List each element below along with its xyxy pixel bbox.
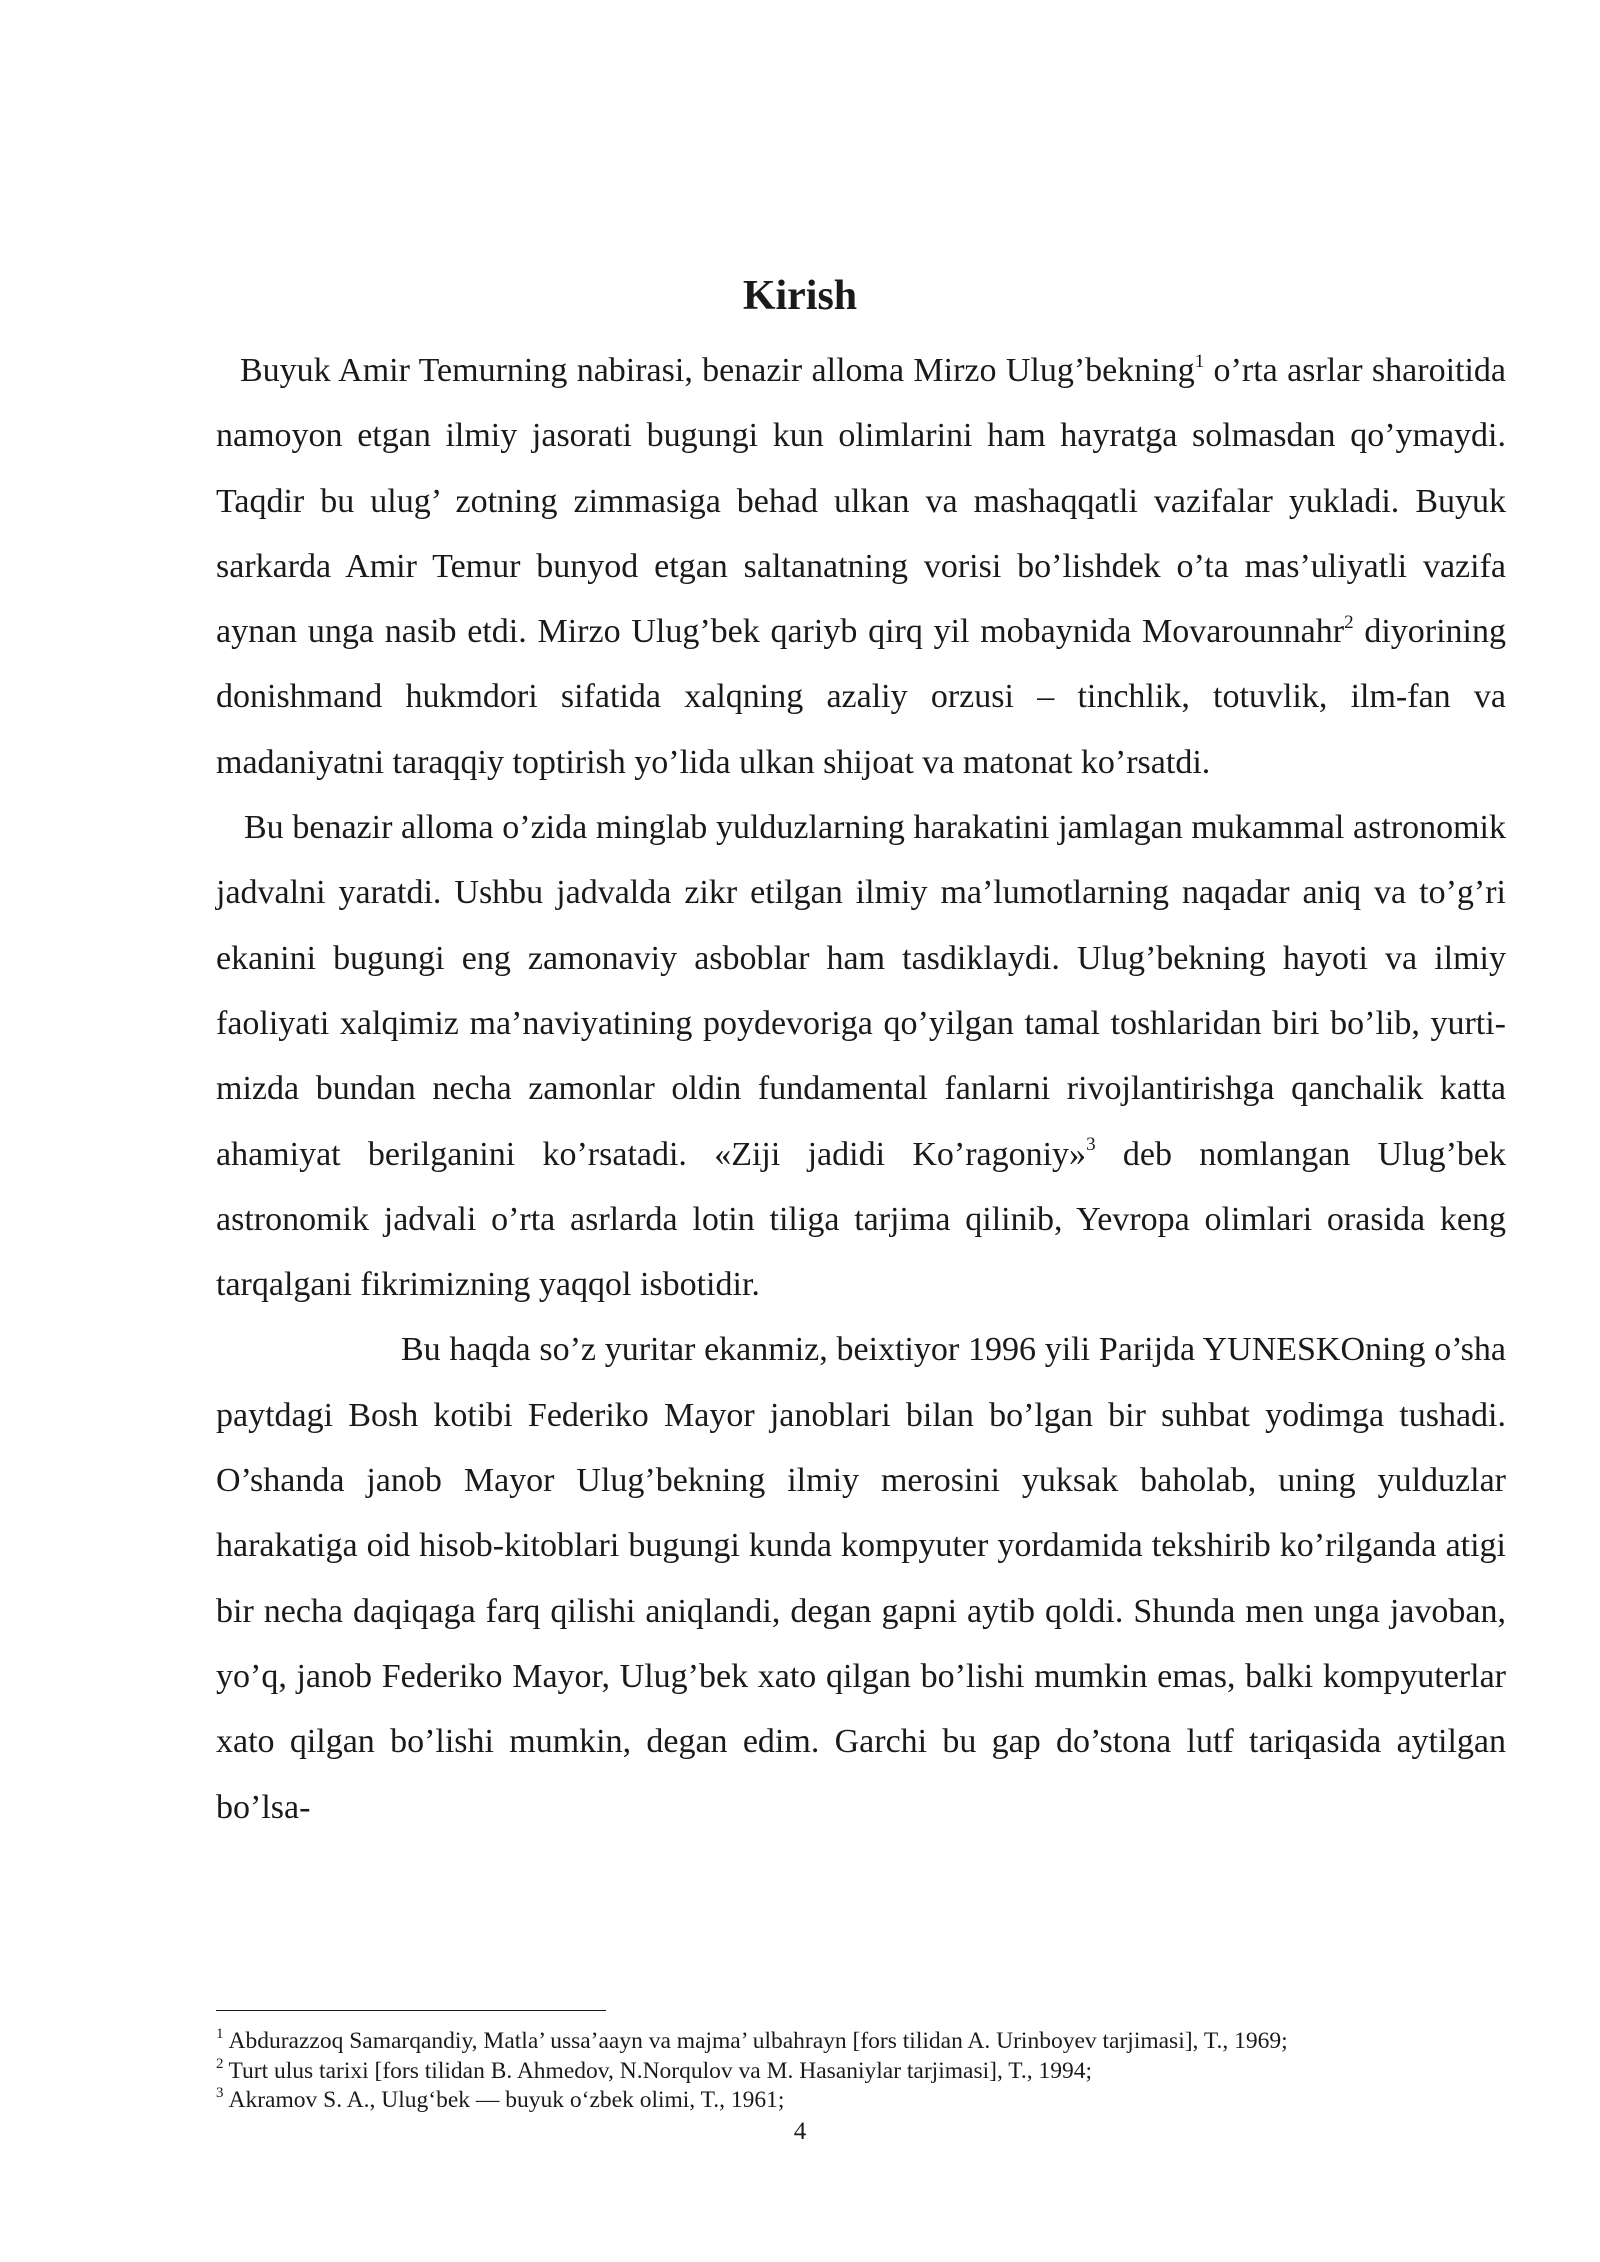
paragraph-3 xyxy=(216,1317,1506,1839)
footnote-ref-3[interactable]: 3 xyxy=(1086,1134,1096,1156)
footnote-number: 1 xyxy=(216,2026,224,2043)
paragraph-3-text: Bu haqda so’z yuritar ekanmiz, beixtiyor 1996 yili Parijda YUNESKOning o’sha paytdagi Bosh kotibi Federiko Mayor janoblari bilan bo’lgan bir suhbat yodimga tushadi. O’shanda janob Mayor Ulug’bekning ilmiy merosini yuksak baholab, uning yulduzlar harakatiga oid hisob-kitoblari bugungi kunda kompyuter yordamida tekshirib ko’rilganda atigi bir necha daqiqaga farq qilishi aniqlandi, degan gapni aytib qoldi. Shunda men unga javoban, yo’q, janob Federiko Mayor, Ulug’bek xato qilgan bo’lishi mumkin emas, balki kompyuterlar xato qilgan bo’lishi mumkin, degan edim. Garchi bu gap do’stona lutf tariqasida aytilgan bo’lsa- xyxy=(216,1331,1506,1826)
paragraph-2-text-a: Bu benazir alloma o’zida minglab yulduzlarning harakatini jamlagan mukammal astronomik jadvalni yaratdi. Ushbu jadvalda zikr etilgan ilmiy ma’lumotlarning naqadar aniq va to’g’ri ekanini bugungi eng zamonaviy asboblar ham tasdiklaydi. Ulug’bekning hayoti va ilmiy faoliyati xalqimiz ma’naviyatining poydevoriga qo’yilgan tamal toshlaridan biri bo’lib, yurti-mizda bundan necha zamonlar oldin fundamental fanlarni rivojlantirishga qanchalik katta ahamiyat berilganini ko’rsatadi. «Ziji jadidi Ko’ragoniy» xyxy=(216,809,1506,1173)
footnote-number: 3 xyxy=(216,2085,224,2102)
footnote-text: Turt ulus tarixi [fors tilidan B. Ahmedov, N.Norqulov va M. Hasaniylar tarjimasi], T., 1994; xyxy=(228,2057,1093,2084)
footnote-3 xyxy=(216,2086,1506,2116)
footnote-number: 2 xyxy=(216,2055,224,2072)
footnote-ref-2[interactable]: 2 xyxy=(1344,611,1354,633)
footnote-text: Akramov S. A., Ulug‘bek — buyuk o‘zbek olimi, T., 1961; xyxy=(228,2087,785,2113)
paragraph-1-text-a: Buyuk Amir Temurning nabirasi, benazir alloma Mirzo Ulug’bekning xyxy=(240,352,1195,389)
footnote-separator xyxy=(216,2010,606,2011)
paragraph-1-text-b: o’rta asrlar sharoitida namoyon etgan ilmiy jasorati bugungi kun olimlarini ham hayratga solmasdan qo’ymaydi. Taqdir bu ulug’ zotning zimmasiga behad ulkan va mashaqqatli vazifalar yukladi. Buyuk sarkarda Amir Temur bunyod etgan saltanatning vorisi bo’lishdek o’ta mas’uliyatli vazifa aynan unga nasib etdi. Mirzo Ulug’bek qariyb qirq yil mobaynida Movarounnahr xyxy=(216,352,1506,651)
section-heading: Kirish xyxy=(742,273,858,319)
paragraph-1-text-c: diyorining donishmand hukmdori sifatida xalqning azaliy orzusi – tinchlik, totuvlik, ilm-fan va madaniyatni taraqqiy toptirish yo’lida ulkan shijoat va matonat ko’rsatdi. xyxy=(216,613,1506,781)
footnote-2 xyxy=(216,2057,1506,2087)
body-text xyxy=(216,338,1506,1840)
footnote-ref-1[interactable]: 1 xyxy=(1194,350,1205,372)
footnote-text: Abdurazzoq Samarqandiy, Matla’ ussa’aayn va majma’ ulbahrayn [fors tilidan A. Urinboyev tarjimasi], T., 1969; xyxy=(228,2028,1288,2054)
footnotes xyxy=(216,2027,1506,2116)
page-number: 4 xyxy=(793,2118,807,2145)
paragraph-1 xyxy=(216,338,1506,795)
paragraph-2 xyxy=(216,795,1506,1317)
footnote-1 xyxy=(216,2027,1506,2057)
paragraph-2-text-b: deb nomlangan Ulug’bek astronomik jadvali o’rta asrlarda lotin tiliga tarjima qilinib, Yevropa olimlari orasida keng tarqalgani fikrimizning yaqqol isbotidir. xyxy=(216,1135,1507,1304)
